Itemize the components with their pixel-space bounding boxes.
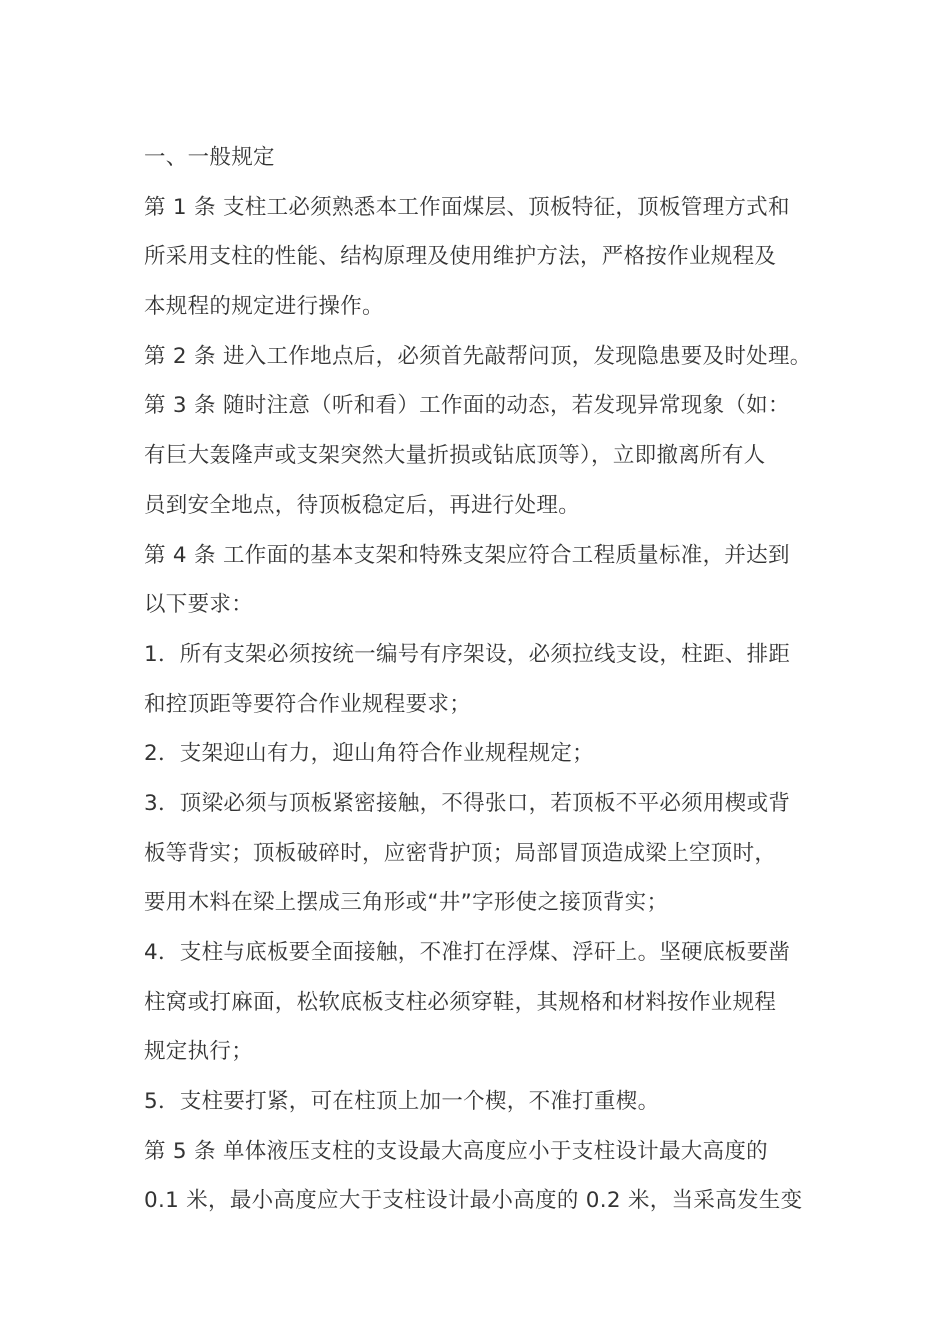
text-line: 柱窝或打麻面，松软底板支柱必须穿鞋，其规格和材料按作业规程 bbox=[144, 989, 777, 1015]
text-line: 3．顶梁必须与顶板紧密接触，不得张口，若顶板不平必须用楔或背 bbox=[144, 790, 791, 816]
text-line: 第 4 条 工作面的基本支架和特殊支架应符合工程质量标准，并达到 bbox=[144, 542, 790, 568]
text-line: 规定执行； bbox=[144, 1039, 254, 1065]
text-line: 第 2 条 进入工作地点后，必须首先敲帮问顶，发现隐患要及时处理。 bbox=[144, 343, 812, 369]
text-line: 有巨大轰隆声或支架突然大量折损或钻底顶等），立即撤离所有人 bbox=[144, 443, 766, 469]
document-page bbox=[144, 133, 812, 1226]
text-line: 要用木料在梁上摆成三角形或“井”字形使之接顶背实； bbox=[144, 890, 669, 916]
text-line: 本规程的规定进行操作。 bbox=[144, 294, 384, 320]
text-line: 板等背实；顶板破碎时，应密背护顶；局部冒顶造成梁上空顶时， bbox=[144, 840, 777, 866]
text-line: 2．支架迎山有力，迎山角符合作业规程规定； bbox=[144, 741, 594, 767]
text-line: 员到安全地点，待顶板稳定后，再进行处理。 bbox=[144, 492, 581, 518]
text-line: 5．支柱要打紧，可在柱顶上加一个楔，不准打重楔。 bbox=[144, 1089, 660, 1115]
text-line: 0.1 米，最小高度应大于支柱设计最小高度的 0.2 米，当采高发生变 bbox=[144, 1188, 803, 1214]
text-line: 所采用支柱的性能、结构原理及使用维护方法，严格按作业规程及 bbox=[144, 244, 777, 270]
text-line: 4．支柱与底板要全面接触，不准打在浮煤、浮矸上。坚硬底板要凿 bbox=[144, 940, 791, 965]
text-line: 和控顶距等要符合作业规程要求； bbox=[144, 691, 472, 717]
text-line: 以下要求： bbox=[144, 592, 254, 618]
text-line: 第 1 条 支柱工必须熟悉本工作面煤层、顶板特征，顶板管理方式和 bbox=[144, 194, 790, 220]
text-line: 第 5 条 单体液压支柱的支设最大高度应小于支柱设计最大高度的 bbox=[144, 1138, 768, 1164]
section-heading: 一、一般规定 bbox=[144, 145, 275, 170]
text-line: 第 3 条 随时注意（听和看）工作面的动态，若发现异常现象（如： bbox=[144, 393, 790, 419]
text-line: 1．所有支架必须按统一编号有序架设，必须拉线支设，柱距、排距 bbox=[144, 641, 791, 667]
